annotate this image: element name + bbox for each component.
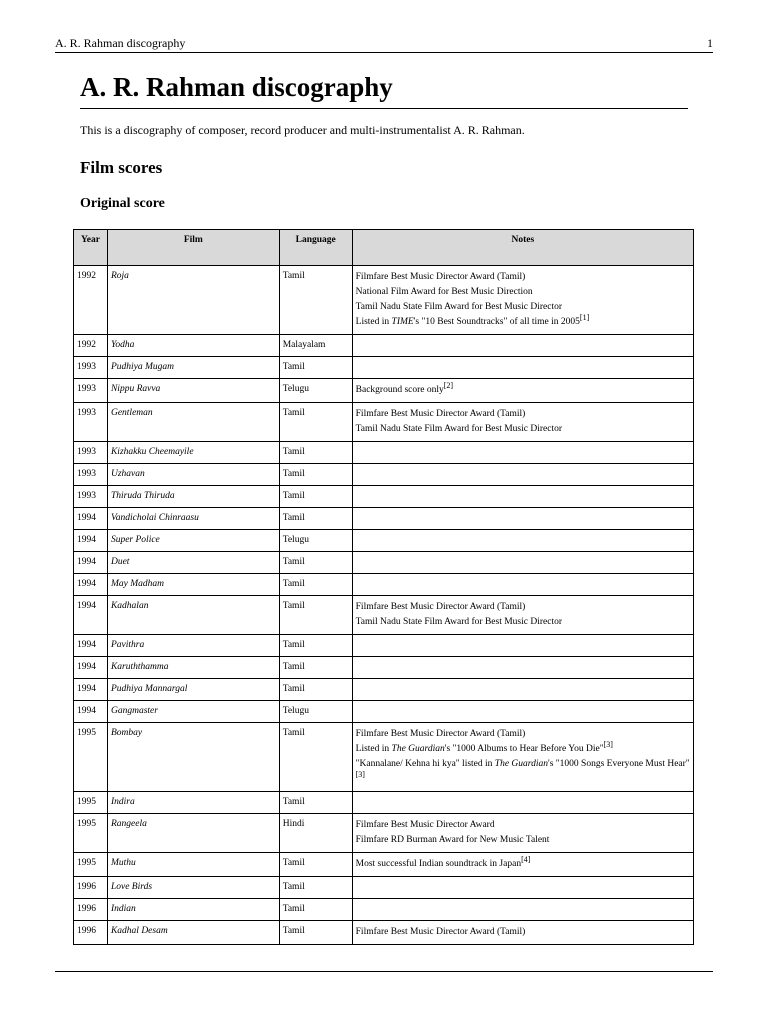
notes-cell (352, 657, 693, 679)
language-cell: Tamil (279, 574, 352, 596)
note-text: 's "1000 Albums to Hear Before You Die" (444, 744, 604, 754)
header-language: Language (279, 230, 352, 266)
table-row (74, 596, 694, 635)
notes-cell (352, 574, 693, 596)
note-line (356, 300, 690, 315)
note-text: Filmfare Best Music Director Award (Tamil) (355, 409, 526, 419)
note-text: "Kannalane/ Kehna hi kya" listed in (355, 759, 495, 769)
note-line (356, 600, 690, 615)
table-row (74, 701, 694, 723)
note-line (356, 270, 690, 285)
year-cell: 1996 (74, 899, 108, 921)
notes-cell (352, 530, 693, 552)
language-cell: Tamil (279, 486, 352, 508)
year-cell: 1995 (74, 853, 108, 877)
year-cell: 1993 (74, 379, 108, 403)
language-cell: Telugu (279, 530, 352, 552)
language-cell: Tamil (279, 921, 352, 945)
note-text: Filmfare Best Music Director Award (355, 820, 495, 830)
note-text: Tamil Nadu State Film Award for Best Music Director (355, 617, 563, 627)
notes-cell (352, 508, 693, 530)
notes-cell (352, 335, 693, 357)
film-cell: Kadhalan (107, 596, 279, 635)
year-cell: 1995 (74, 814, 108, 853)
year-cell: 1992 (74, 266, 108, 335)
film-cell: Roja (107, 266, 279, 335)
year-cell: 1995 (74, 792, 108, 814)
table-row (74, 530, 694, 552)
notes-cell (352, 792, 693, 814)
film-cell: Yodha (107, 335, 279, 357)
film-cell: Pavithra (107, 635, 279, 657)
notes-cell (352, 266, 693, 335)
language-cell: Tamil (279, 899, 352, 921)
year-cell: 1993 (74, 486, 108, 508)
film-cell: Gangmaster (107, 701, 279, 723)
film-cell: Super Police (107, 530, 279, 552)
note-line (356, 742, 690, 757)
notes-cell (352, 464, 693, 486)
film-cell: Bombay (107, 723, 279, 792)
film-cell: Duet (107, 552, 279, 574)
note-text: 's "10 Best Soundtracks" of all time in 2005 (413, 317, 580, 327)
year-cell: 1993 (74, 357, 108, 379)
notes-cell (352, 679, 693, 701)
intro-paragraph: This is a discography of composer, record producer and multi-instrumentalist A. R. Rahman. (80, 123, 525, 137)
table-row (74, 853, 694, 877)
language-cell: Tamil (279, 464, 352, 486)
notes-cell (352, 921, 693, 945)
note-text: Tamil Nadu State Film Award for Best Music Director (355, 424, 563, 434)
notes-cell (352, 853, 693, 877)
table-row (74, 508, 694, 530)
language-cell: Tamil (279, 357, 352, 379)
note-text: Filmfare Best Music Director Award (Tamil) (355, 729, 526, 739)
title-divider (80, 108, 688, 109)
footer-divider (55, 971, 713, 972)
notes-cell (352, 877, 693, 899)
discography-table (73, 229, 694, 945)
language-cell: Tamil (279, 552, 352, 574)
table-header-row (74, 230, 694, 266)
note-text: National Film Award for Best Music Direction (355, 287, 533, 297)
table-row (74, 635, 694, 657)
table-row (74, 723, 694, 792)
note-text: Filmfare Best Music Director Award (Tamil) (355, 927, 526, 937)
language-cell: Tamil (279, 508, 352, 530)
year-cell: 1996 (74, 877, 108, 899)
table-row (74, 357, 694, 379)
header-year: Year (74, 230, 108, 266)
note-text: Filmfare RD Burman Award for New Music Talent (355, 835, 550, 845)
page-number: 1 (707, 36, 713, 50)
note-publication: The Guardian (494, 759, 549, 769)
table-row (74, 486, 694, 508)
notes-cell (352, 403, 693, 442)
table-row (74, 814, 694, 853)
citation-link[interactable]: [4] (521, 855, 531, 864)
year-cell: 1994 (74, 657, 108, 679)
citation-link[interactable]: [3] (603, 740, 613, 749)
note-line (356, 285, 690, 300)
running-header (55, 36, 713, 53)
film-cell: Indira (107, 792, 279, 814)
film-cell: Muthu (107, 853, 279, 877)
page-title: A. R. Rahman discography (80, 72, 393, 102)
table-row (74, 792, 694, 814)
table-row (74, 552, 694, 574)
film-cell: Indian (107, 899, 279, 921)
language-cell: Telugu (279, 379, 352, 403)
film-cell: Love Birds (107, 877, 279, 899)
note-line (356, 422, 690, 437)
table-row (74, 899, 694, 921)
table-row (74, 679, 694, 701)
film-cell: Kizhakku Cheemayile (107, 442, 279, 464)
year-cell: 1992 (74, 335, 108, 357)
citation-link[interactable]: [2] (443, 381, 454, 390)
note-line (356, 818, 690, 833)
film-cell: Pudhiya Mannargal (107, 679, 279, 701)
year-cell: 1996 (74, 921, 108, 945)
note-line (356, 315, 690, 330)
language-cell: Tamil (279, 657, 352, 679)
language-cell: Tamil (279, 596, 352, 635)
year-cell: 1994 (74, 552, 108, 574)
table-row (74, 266, 694, 335)
notes-cell (352, 723, 693, 792)
language-cell: Hindi (279, 814, 352, 853)
citation-link[interactable]: [3] (355, 770, 365, 779)
table-row (74, 464, 694, 486)
language-cell: Tamil (279, 403, 352, 442)
film-cell: Nippu Ravva (107, 379, 279, 403)
year-cell: 1993 (74, 464, 108, 486)
notes-cell (352, 899, 693, 921)
header-notes: Notes (352, 230, 693, 266)
table-row (74, 335, 694, 357)
header-film: Film (107, 230, 279, 266)
year-cell: 1995 (74, 723, 108, 792)
table-row (74, 379, 694, 403)
year-cell: 1994 (74, 508, 108, 530)
note-line (356, 407, 690, 422)
note-text: Filmfare Best Music Director Award (Tamil) (355, 602, 526, 612)
note-text: Most successful Indian soundtrack in Japan (355, 859, 522, 869)
notes-cell (352, 635, 693, 657)
year-cell: 1994 (74, 701, 108, 723)
section-heading: Film scores (80, 158, 163, 177)
table-row (74, 403, 694, 442)
year-cell: 1994 (74, 679, 108, 701)
year-cell: 1993 (74, 403, 108, 442)
table-body (74, 266, 694, 945)
language-cell: Tamil (279, 877, 352, 899)
year-cell: 1994 (74, 530, 108, 552)
film-cell: Vandicholai Chinraasu (107, 508, 279, 530)
note-text: Listed in (355, 744, 392, 754)
note-line (356, 727, 690, 742)
table-row (74, 574, 694, 596)
film-cell: Uzhavan (107, 464, 279, 486)
film-cell: Kadhal Desam (107, 921, 279, 945)
note-line (356, 925, 690, 940)
notes-cell (352, 596, 693, 635)
table-row (74, 657, 694, 679)
notes-cell (352, 552, 693, 574)
table-row (74, 877, 694, 899)
year-cell: 1994 (74, 635, 108, 657)
language-cell: Tamil (279, 635, 352, 657)
language-cell: Tamil (279, 679, 352, 701)
notes-cell (352, 486, 693, 508)
notes-cell (352, 357, 693, 379)
film-cell: Pudhiya Mugam (107, 357, 279, 379)
film-cell: Rangeela (107, 814, 279, 853)
notes-cell (352, 701, 693, 723)
year-cell: 1994 (74, 596, 108, 635)
notes-cell (352, 442, 693, 464)
note-text: 's "1000 Songs Everyone Must Hear" (548, 759, 690, 769)
note-line (356, 383, 690, 398)
language-cell: Tamil (279, 723, 352, 792)
language-cell: Tamil (279, 853, 352, 877)
language-cell: Tamil (279, 266, 352, 335)
language-cell: Tamil (279, 792, 352, 814)
note-line (356, 833, 690, 848)
film-cell: Karuththamma (107, 657, 279, 679)
note-text: Filmfare Best Music Director Award (Tamil) (355, 272, 526, 282)
subsection-heading: Original score (80, 196, 165, 211)
year-cell: 1994 (74, 574, 108, 596)
note-line (356, 757, 690, 787)
note-text: Listed in (355, 317, 392, 327)
note-line (356, 615, 690, 630)
language-cell: Malayalam (279, 335, 352, 357)
note-publication: The Guardian (391, 744, 445, 754)
citation-link[interactable]: [1] (579, 313, 590, 322)
film-cell: May Madham (107, 574, 279, 596)
notes-cell (352, 814, 693, 853)
note-line (356, 857, 690, 872)
table-row (74, 442, 694, 464)
notes-cell (352, 379, 693, 403)
language-cell: Telugu (279, 701, 352, 723)
running-header-title: A. R. Rahman discography (55, 36, 186, 50)
language-cell: Tamil (279, 442, 352, 464)
table-row (74, 921, 694, 945)
note-text: Background score only (355, 385, 444, 395)
film-cell: Gentleman (107, 403, 279, 442)
film-cell: Thiruda Thiruda (107, 486, 279, 508)
note-text: Tamil Nadu State Film Award for Best Music Director (355, 302, 563, 312)
year-cell: 1993 (74, 442, 108, 464)
note-publication: TIME (391, 317, 414, 327)
